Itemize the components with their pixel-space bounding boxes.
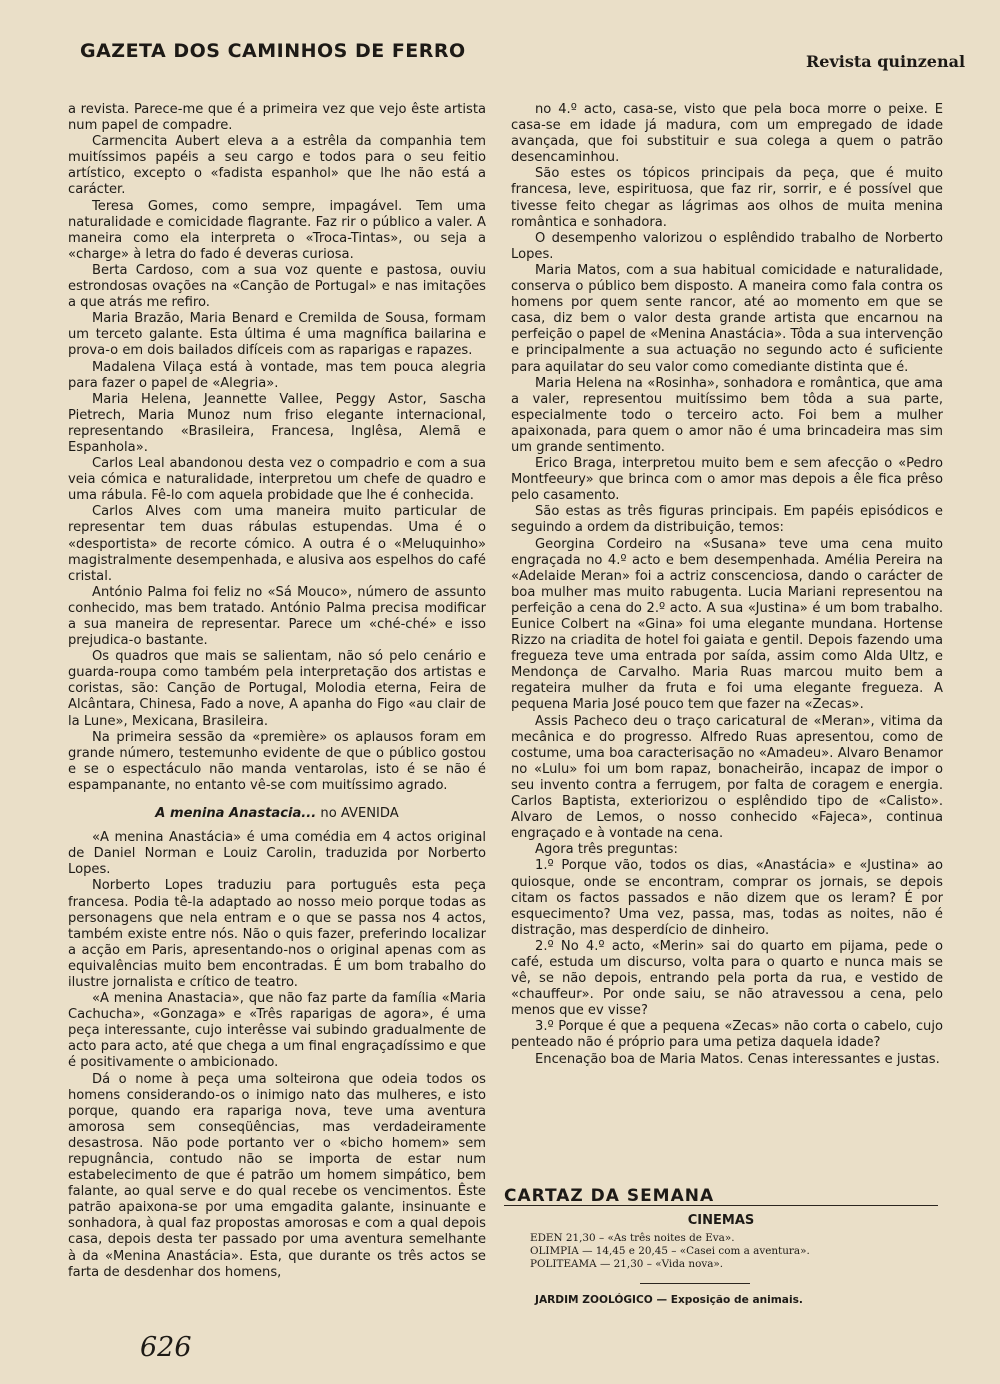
paragraph: São estes os tópicos principais da peça, que é muito francesa, leve, espirituosa, que faz rir, sorrir, e é possível que tivesse feito chegar as lágrimas aos olhos de muita menina romântica e sonhadora. [511,166,943,230]
paragraph: Agora três preguntas: [535,842,678,858]
paragraph: 3.º Porque é que a pequena «Zecas» não corta o cabelo, cujo penteado não é próprio para uma petiza daquela idade? [511,1019,943,1051]
divider [640,1283,750,1284]
paragraph: Maria Helena na «Rosinha», sonhadora e romântica, que ama a valer, representou muitíssimo bem tôda a sua parte, especialmente todo o terceiro acto. Foi bem a mulher apaixonada, para quem o amor não é uma brincadeira mas sim um grande sentimento. [511,375,943,455]
paragraph: no 4.º acto, casa-se, visto que pela boca morre o peixe. E casa-se em idade já madura, com um empregado de idade avançada, que foi substituir e sua colega a quem o patrão desencaminhou. [511,102,943,166]
paragraph: 1.º Porque vão, todos os dias, «Anastácia» e «Justina» ao quiosque, onde se encontram, comprar os jornais, se depois citam os factos passados e não dizem que os leram? É por esquecimento? Uma vez, passa, mas, todas as noites, não é distração, mas desperdício de dinheiro. [511,858,943,938]
paragraph: São estas as três figuras principais. Em papéis episódicos e seguindo a ordem da distribuição, temos: [511,504,943,536]
paragraph: Maria Brazão, Maria Benard e Cremilda de Sousa, formam um terceto galante. Esta última é uma magnífica bailarina e prova-o em dois bailados difíceis com as raparigas e rapazes. [68,311,486,359]
divider [504,1205,938,1206]
paragraph: Madalena Vilaça está à vontade, mas tem pouca alegria para fazer o papel de «Alegria». [68,359,486,391]
section-heading [68,806,486,822]
page-number: 626 [140,1332,192,1363]
cinema-listing: POLITEAMA — 21,30 – «Vida nova». [530,1258,724,1270]
cinema-listing: EDEN 21,30 – «As três noites de Eva». [530,1232,735,1244]
paragraph: Teresa Gomes, como sempre, impagável. Tem uma naturalidade e comicidade flagrante. Faz rir o público a valer. A maneira como ela interpreta o «Troca-Tintas», ou seja a «charge» à letra do fado é deveras curiosa. [68,198,486,262]
paragraph: a revista. Parece-me que é a primeira vez que vejo êste artista num papel de compadre. [68,102,486,134]
right-column [511,102,943,1068]
jardim-listing: JARDIM ZOOLÓGICO — Exposição de animais. [535,1294,803,1306]
paragraph: António Palma foi feliz no «Sá Mouco», número de assunto conhecido, mas bem tratado. António Palma precisa modificar a sua maneira de representar. Parece um «ché-ché» e isso prejudica-o bastante. [68,584,486,649]
left-column [68,102,486,1281]
paragraph: Maria Matos, com a sua habitual comicidade e naturalidade, conserva o público bem disposto. A maneira como fala contra os homens por quem sente rancor, até ao momento em que se casa, diz bem o valor desta grande artista que encarnou na perfeição o papel de «Menina Anastácia». Tôda a sua intervenção e principalmente a sua actuação no segundo acto é suficiente para aquilatar do seu valor como comediante distinta que é. [511,262,943,375]
paragraph: Carlos Alves com uma maneira muito particular de representar tem duas rábulas estupendas. Uma é o «desportista» de recorte cómico. A outra é o «Meluquinho» magistralmente desempenhada, e alusiva aos espelhos do café cristal. [68,504,486,584]
paragraph: Carmencita Aubert eleva a a estrêla da companhia tem muitíssimos papéis a seu cargo e todos para o seu feitio artístico, excepto o «fadista espanhol» que lhe não está a carácter. [68,134,486,198]
paragraph: Berta Cardoso, com a sua voz quente e pastosa, ouviu estrondosas ovações na «Canção de Portugal» e nas imitações a que atrás me refiro. [68,262,486,311]
paragraph: Os quadros que mais se salientam, não só pelo cenário e guarda-roupa como também pela interpretação dos artistas e coristas, são: Canção de Portugal, Molodia eterna, Feira de Alcântara, Chinesa, Fado a nove, A apanha do Figo «au clair de la Lune», Mexicana, Brasileira. [68,649,486,729]
cinema-listing: OLIMPIA — 14,45 e 20,45 – «Casei com a aventura». [530,1245,810,1257]
paragraph: O desempenho valorizou o esplêndido trabalho de Norberto Lopes. [511,230,943,262]
cartaz-title: CARTAZ DA SEMANA [504,1186,715,1206]
cinemas-heading: CINEMAS [687,1213,755,1228]
paragraph: Maria Helena, Jeannette Vallee, Peggy Astor, Sascha Pietrech, Maria Munoz num friso elegante internacional, representando «Brasileira, Francesa, Inglêsa, Alemã e Espanhola». [68,391,486,455]
paragraph: Erico Braga, interpretou muito bem e sem afecção o «Pedro Montfeeury» que brinca com o amor mas depois a êle fica prêso pelo casamento. [511,456,943,504]
journal-title: GAZETA DOS CAMINHOS DE FERRO [80,40,466,62]
paragraph: Carlos Leal abandonou desta vez o compadrio e com a sua veia cómica e naturalidade, interpretou um chefe de quadro e uma rábula. Fê-lo com aquela probidade que lhe é conhecida. [68,456,486,504]
section-heading-title: A menina Anastacia... [155,806,317,822]
paragraph: 2.º No 4.º acto, «Merin» sai do quarto em pijama, pede o café, estuda um discurso, volta para o quarto e nunca mais se vê, se não depois, entrando pela porta da rua, e vestido de «chauffeur». Por onde saiu, se não atravessou a cena, pelo menos que ev visse? [511,938,943,1019]
cinema-list [530,1232,930,1271]
journal-subtitle: Revista quinzenal [806,52,966,71]
paragraph: Na primeira sessão da «première» os aplausos foram em grande número, testemunho evidente de que o público gostou e se o espectáculo não manda ventarolas, isto é se não é espampanante, no entanto vê-se com muitíssimo agrado. [68,729,486,793]
paragraph: Encenação boa de Maria Matos. Cenas interessantes e justas. [535,1051,940,1067]
paragraph: «A menina Anastacia», que não faz parte da família «Maria Cachucha», «Gonzaga» e «Três raparigas de agora», é uma peça interessante, cujo interêsse vai subindo gradualmente de acto para acto, até que chega a um final engraçadíssimo e que é positivamente o ambicionado. [68,991,486,1071]
section-heading-venue: no AVENIDA [316,806,399,822]
paragraph: Dá o nome à peça uma solteirona que odeia todos os homens considerando-os o inimigo nato das mulheres, e isto porque, quando era rapariga nova, teve uma aventura amorosa sem conseqüências, mas verdadeiramente desastrosa. Não pode portanto ver o «bicho homem» sem repugnância, contudo não se importa de estar num estabelecimento de que é patrão um homem simpático, bem falante, ao qual serve e do qual recebe os vencimentos. Êste patrão apaixona-se por uma emgadita galante, insinuante e sonhadora, à qual faz propostas amorosas e com a qual depois casa, depois desta ter passado por uma aventura semelhante à da «Menina Anastácia». Esta, que durante os três actos se farta de desdenhar dos homens, [68,1071,486,1280]
paragraph: «A menina Anastácia» é uma comédia em 4 actos original de Daniel Norman e Louiz Carolin, traduzida por Norberto Lopes. [68,830,486,878]
paragraph: Assis Pacheco deu o traço caricatural de «Meran», vitima da mecânica e do progresso. Alfredo Ruas apresentou, como de costume, uma boa caracterisação no «Amadeu». Alvaro Benamor no «Lulu» foi um bom rapaz, bonacheirão, incapaz de impor o seu invento contra a ferrugem, por falta de coragem e energia. Carlos Baptista, exteriorizou o esplêndido tipo de «Calisto». Alvaro de Lemos, o nosso conhecido «Fajeca», continua engraçado e à vontade na cena. [511,713,943,842]
paragraph: Georgina Cordeiro na «Susana» teve uma cena muito engraçada no 4.º acto e bem desempenhada. Amélia Pereira na «Adelaide Meran» foi a actriz conscenciosa, dando o carácter de boa mulher mas muito rabugenta. Lucia Mariani representou na perfeição a cena do 2.º acto. A sua «Justina» é um bom trabalho. Eunice Colbert na «Gina» foi uma elegante mundana. Hortense Rizzo na criadita de hotel foi gaiata e gentil. Depois fazendo uma fregueza teve uma entrada por saída, assim como Alda Ultz, e Mendonça de Carvalho. Maria Ruas marcou muito bem a regateira mulher da fruta e foi uma elegante fregueza. A pequena Maria José pouco tem que fazer na «Zecas». [511,536,943,713]
paragraph: Norberto Lopes traduziu para português esta peça francesa. Podia tê-la adaptado ao nosso meio porque todas as personagens que nela entram e o que se passa nos 4 actos, também existe entre nós. Não o quis fazer, preferindo localizar a acção em Paris, apresentando-nos o original apenas com as equivalências muito bem encontradas. É um bom trabalho do ilustre jornalista e crítico de teatro. [68,878,486,990]
